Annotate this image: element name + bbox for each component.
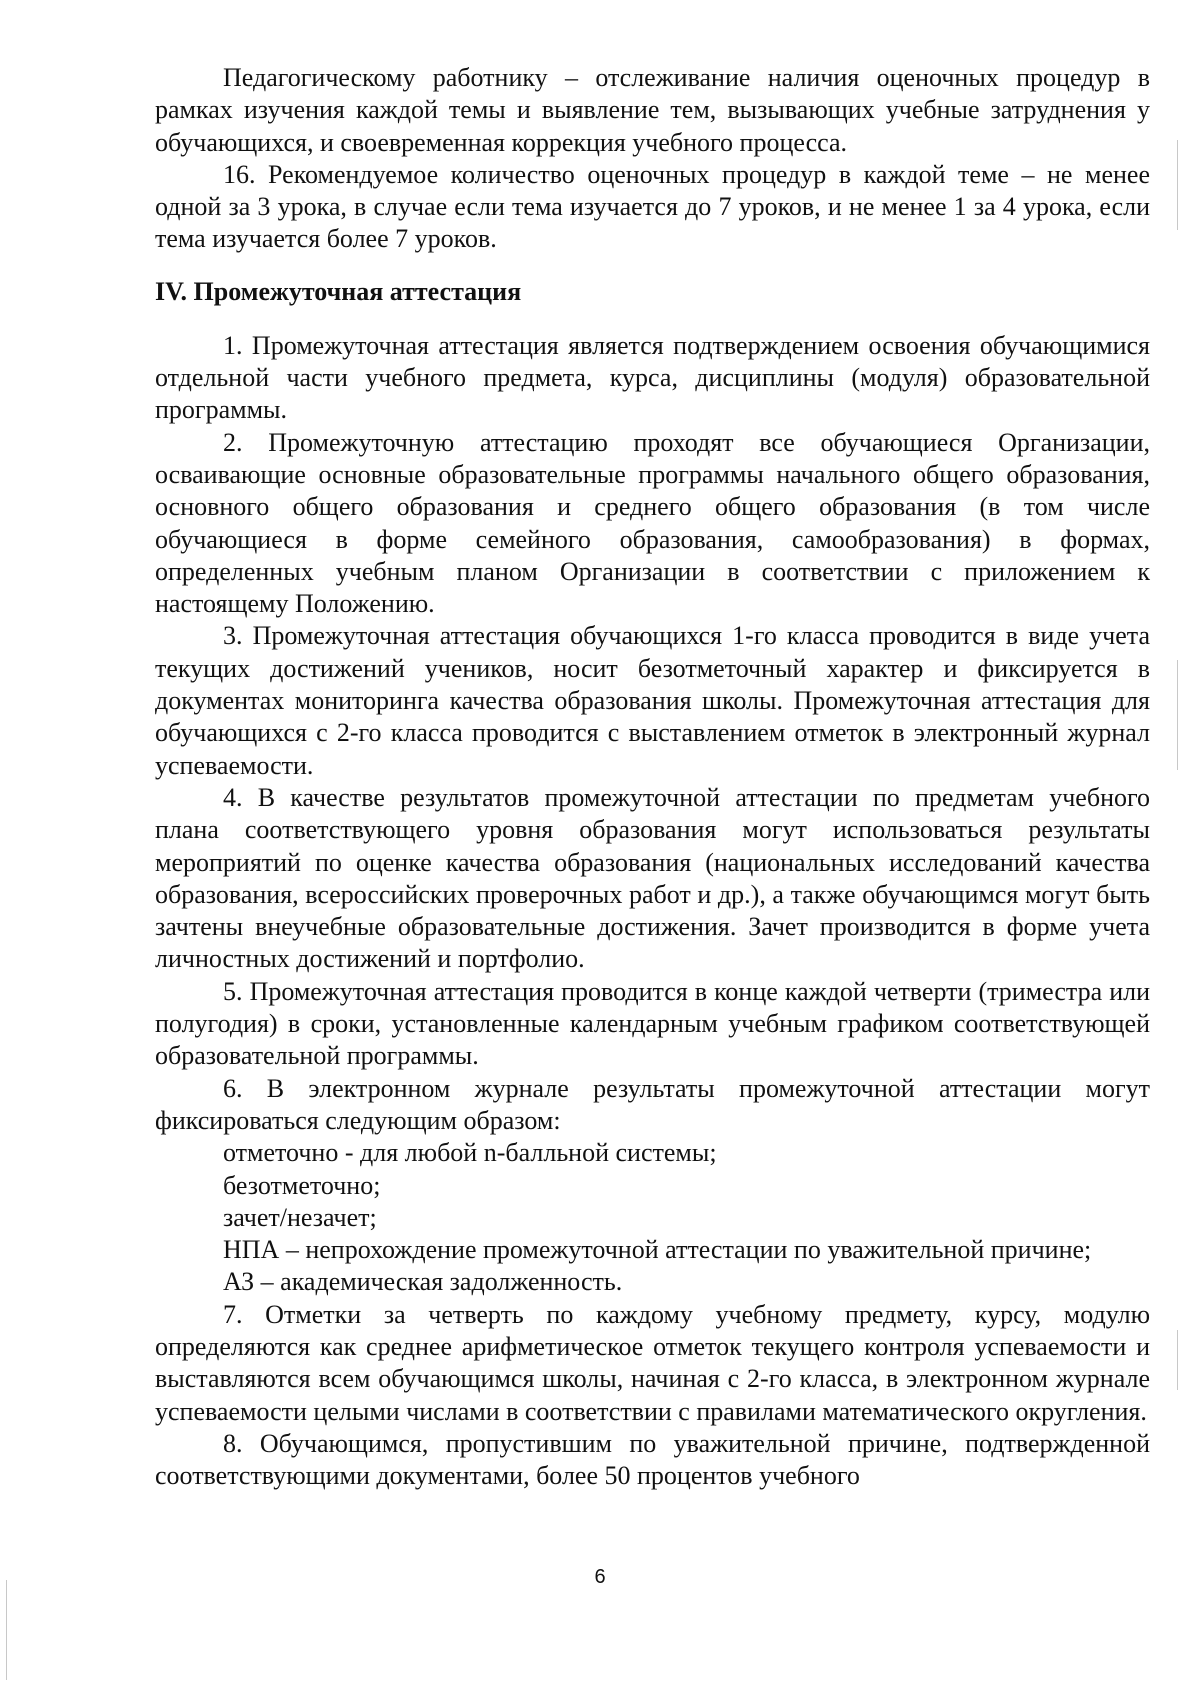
paragraph-2-participants: 2. Промежуточную аттестацию проходят все обучающиеся Организации, осваивающие основные образовательные программы начального общего образования, основного общего образования и среднего общего образования (в том числе обучающиеся в форме семейного образования, самообразования) в формах, определенных учебным планом Организации в соответствии с приложением к настоящему Положению.	[155, 427, 1150, 619]
paragraph-7-quarter-marks: 7. Отметки за четверть по каждому учебному предмету, курсу, модулю определяются как среднее арифметическое отметок текущего контроля успеваемости и выставляются всем обучающимся школы, начиная с 2-го класса, в электронном журнале успеваемости целыми числами в соответствии с правилами математического округления.	[155, 1299, 1150, 1426]
list-item-pass-fail: зачет/незачет;	[223, 1202, 377, 1232]
scan-edge-line	[6, 1580, 7, 1680]
list-item-az: АЗ – академическая задолженность.	[223, 1267, 623, 1297]
list-item-graded: отметочно - для любой n-балльной системы;	[223, 1138, 717, 1168]
scan-edge-line	[1177, 1330, 1178, 1390]
paragraph-teacher-monitoring: Педагогическому работнику – отслеживание наличия оценочных процедур в рамках изучения каждой темы и выявление тем, вызывающих учебные затруднения у обучающихся, и своевременная коррекция учебного процесса.	[155, 63, 1150, 157]
list-item-ungraded: безотметочно;	[223, 1170, 381, 1200]
paragraph-3-first-grade: 3. Промежуточная аттестация обучающихся 1-го класса проводится в виде учета текущих достижений учеников, носит безотметочный характер и фиксируется в документах мониторинга качества образования школы. Промежуточная аттестация для обучающихся с 2-го класса проводится с выставлением отметок в электронный журнал успеваемости.	[155, 621, 1150, 780]
paragraph-1-definition: 1. Промежуточная аттестация является подтверждением освоения обучающимися отдельной части учебного предмета, курса, дисциплины (модуля) образовательной программы.	[155, 330, 1150, 425]
document-page	[155, 62, 1150, 1492]
section-heading: IV. Промежуточная аттестация	[155, 276, 522, 306]
paragraph-16-recommended-procedures: 16. Рекомендуемое количество оценочных процедур в каждой теме – не менее одной за 3 урока, в случае если тема изучается до 7 уроков, и не менее 1 за 4 урока, если тема изучается более 7 уроков.	[155, 159, 1150, 254]
page-number: 6	[594, 1566, 606, 1588]
paragraph-5-timing: 5. Промежуточная аттестация проводится в конце каждой четверти (триместра или полугодия) в сроки, установленные календарным учебным графиком соответствующей образовательной программы.	[155, 976, 1150, 1071]
paragraph-4-results: 4. В качестве результатов промежуточной аттестации по предметам учебного плана соответствующего уровня образования могут использоваться результаты мероприятий по оценке качества образования (национальных исследований качества образования, всероссийских проверочных работ и др.), а также обучающимся могут быть зачтены внеучебные образовательные достижения. Зачет производится в форме учета личностных достижений и портфолио.	[155, 782, 1150, 974]
paragraph-8-absences: 8. Обучающимся, пропустившим по уважительной причине, подтвержденной соответствующими документами, более 50 процентов учебного	[155, 1428, 1150, 1491]
list-item-npa: НПА – непрохождение промежуточной аттестации по уважительной причине;	[223, 1235, 1092, 1265]
scan-edge-line	[1177, 140, 1178, 230]
scan-edge-line	[1177, 660, 1178, 770]
paragraph-6-journal: 6. В электронном журнале результаты промежуточной аттестации могут фиксироваться следующим образом:	[155, 1073, 1150, 1135]
